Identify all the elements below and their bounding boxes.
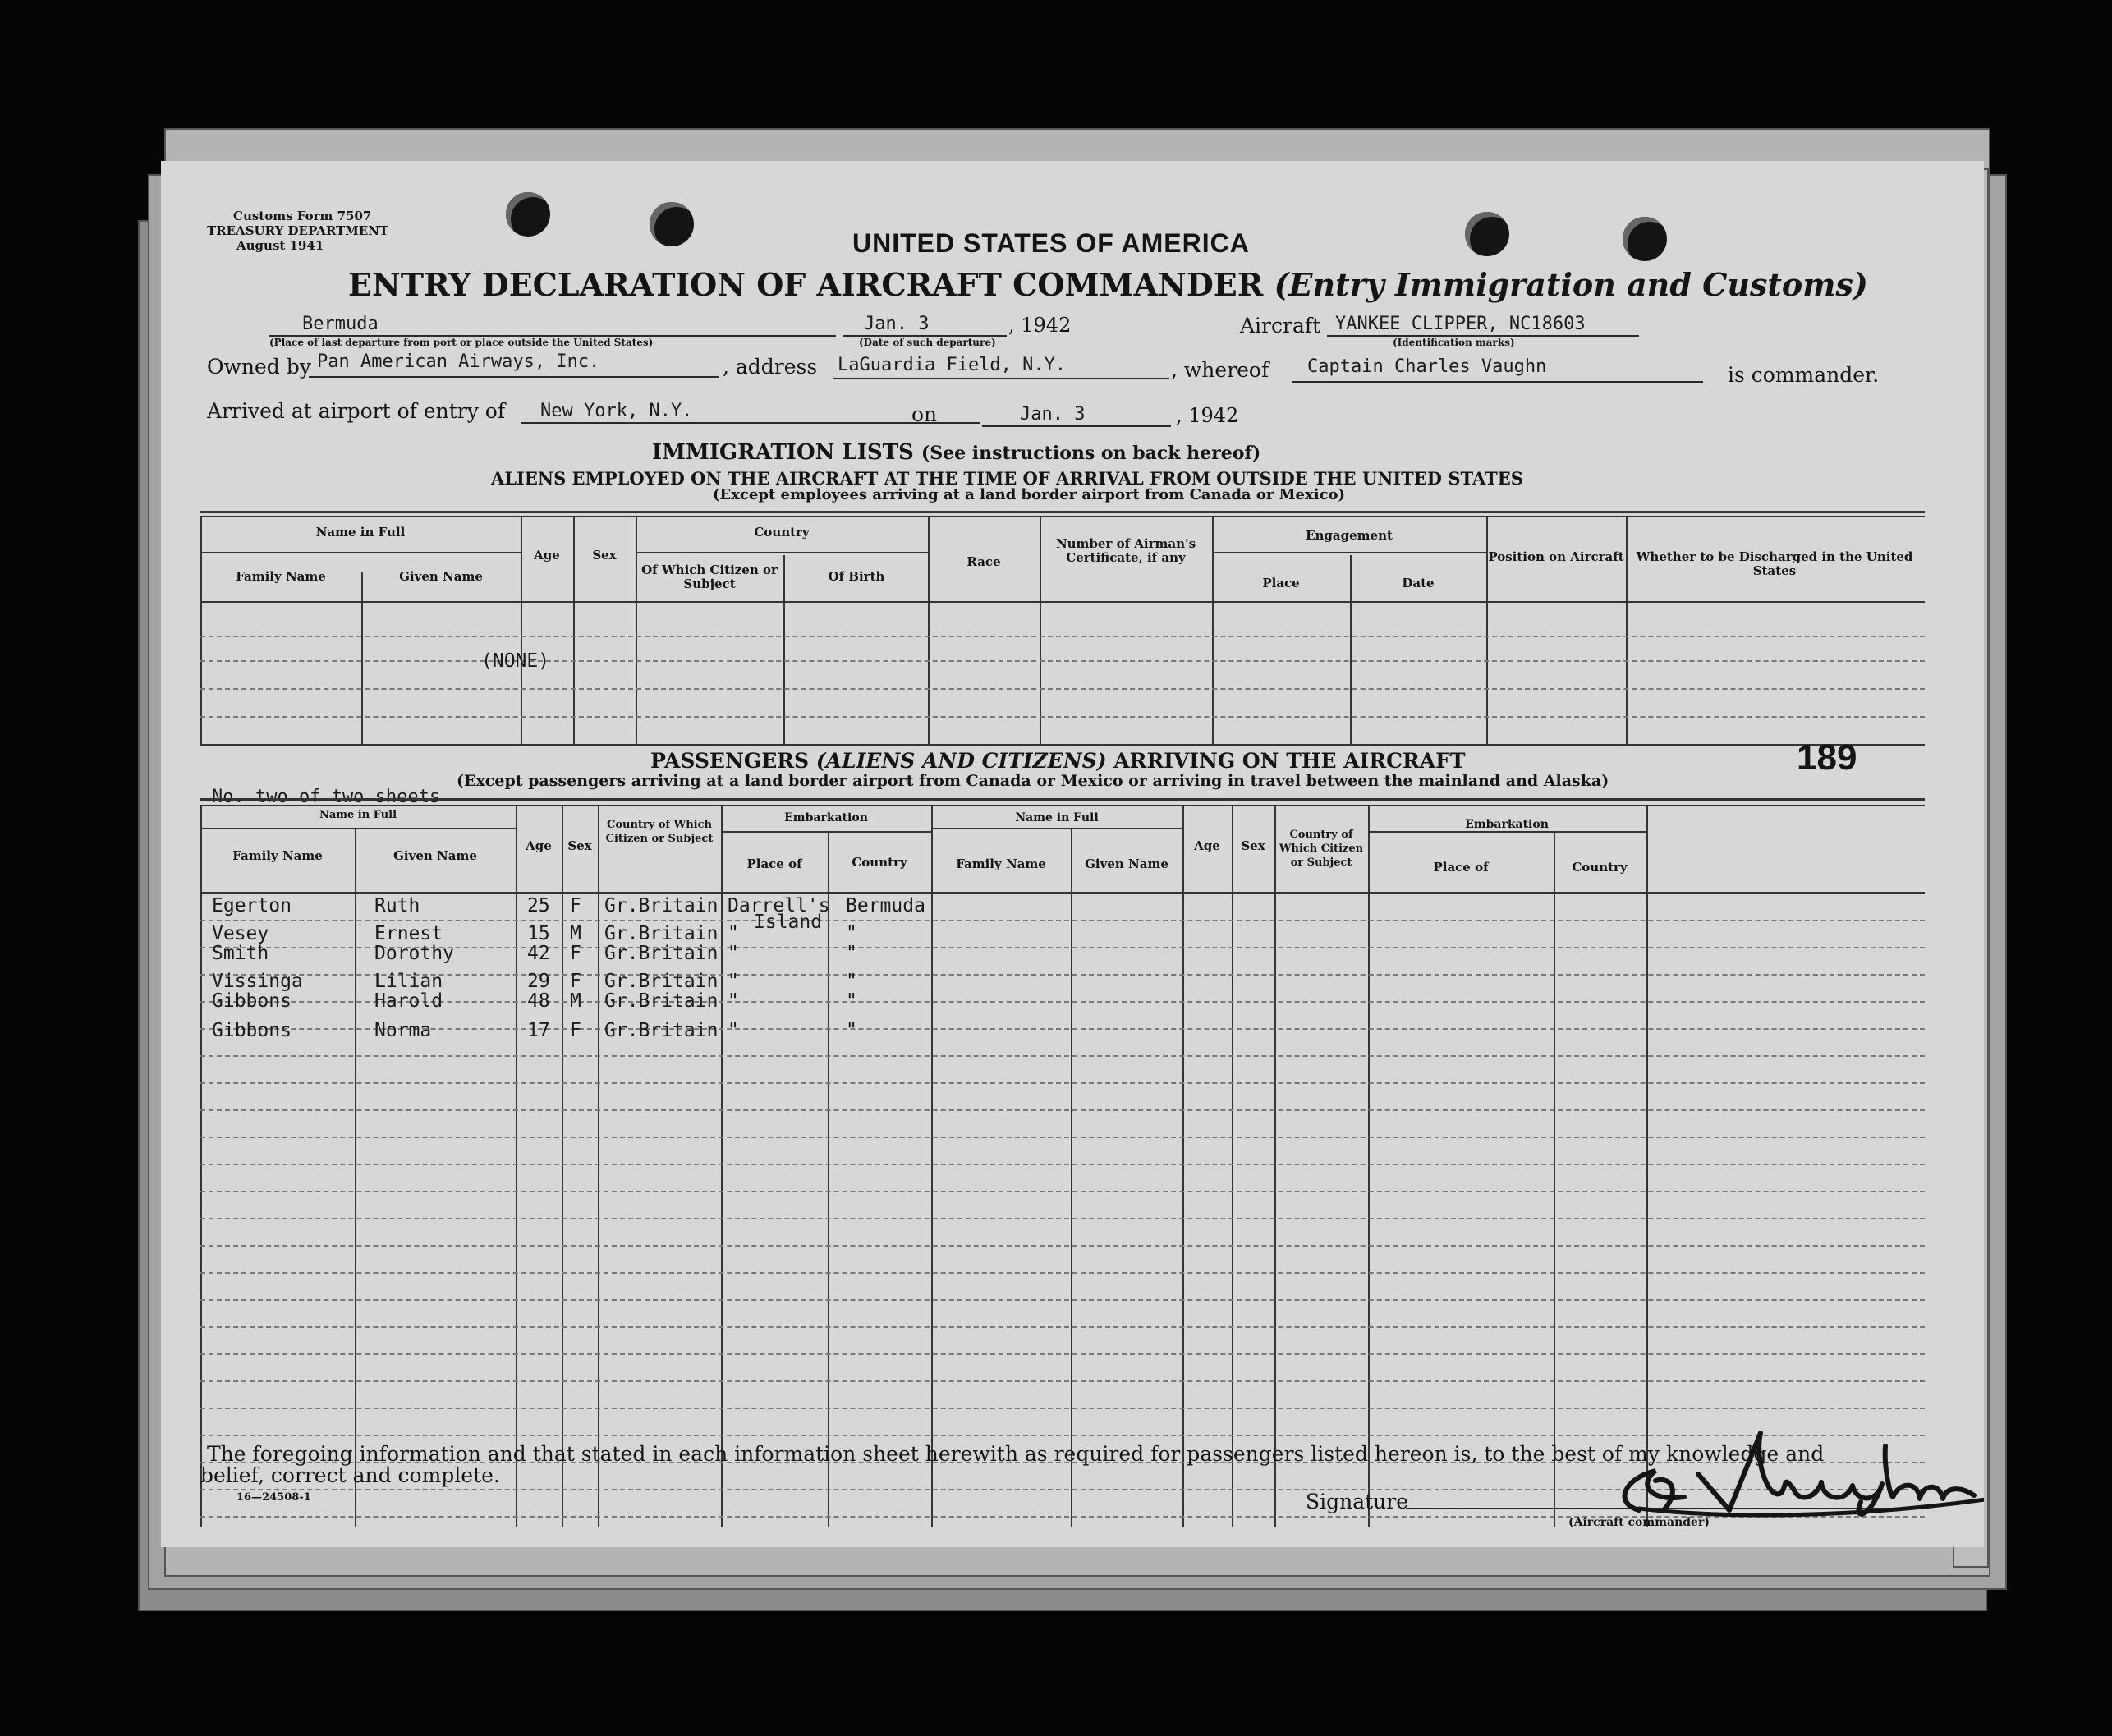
commander-label: is commander. [1728, 363, 1880, 387]
passenger-citizen-of: Gr.Britain [604, 895, 719, 916]
form-number: Customs Form 7507 [233, 209, 372, 223]
passenger-citizen-of: Gr.Britain [604, 923, 719, 944]
crew-col-discharged: Whether to be Discharged in the United States [1636, 549, 1913, 578]
arrived-year: 1942 [1188, 404, 1239, 427]
crew-col-engagement: Engagement [1306, 528, 1393, 543]
crew-col-sex: Sex [592, 548, 617, 563]
address-line [833, 378, 1169, 379]
departure-date-caption: (Date of such departure) [859, 337, 996, 348]
passenger-age: 15 [527, 923, 550, 944]
pass-col-name-in-full: Name in Full [319, 809, 397, 821]
crew-col-race: Race [966, 554, 1001, 569]
departure-year: 1942 [1021, 314, 1072, 337]
passenger-row-rule [200, 1028, 1925, 1030]
arrived-date-line [982, 425, 1171, 427]
passenger-embark-place: " [728, 923, 739, 944]
passengers-heading-text: PASSENGERS [650, 749, 810, 773]
statement-line1: The foregoing information and that stated in each information sheet herewith as required for passengers listed hereon is, to the best of my knowledge and [207, 1442, 1825, 1466]
statement-line2: belief, correct and complete. [200, 1463, 500, 1487]
form-date: August 1941 [236, 238, 324, 253]
passenger-family-name: Egerton [212, 895, 292, 916]
punch-hole [1465, 212, 1509, 256]
departure-place-caption: (Place of last departure from port or place outside the United States) [269, 337, 654, 348]
departure-place: Bermuda [302, 314, 379, 334]
pass-col-family-name: Family Name [232, 848, 323, 863]
passenger-sex: F [570, 943, 581, 964]
punch-hole [1623, 217, 1667, 261]
passenger-row-rule [200, 1082, 1925, 1084]
passenger-embark-country: " [846, 923, 857, 944]
pass-col-family-name-2: Family Name [956, 857, 1046, 871]
pass-col-place-of-2: Place of [1433, 860, 1489, 875]
passenger-given-name: Harold [374, 990, 443, 1012]
form-sheet: Customs Form 7507 TREASURY DEPARTMENT August 1941 UNITED STATES OF AMERICA ENTRY DECLARATION OF AIRCRAFT COMMANDER (Entry Immigration and Customs) Bermuda (Place of last departure from port or place outside the United States) Jan. 3 , 1942 (Date of such departure) Aircraft YANKEE CLIPPER, NC18603 (Identification marks) Owned by Pan American Airways, Inc. , address LaGuardia Field, N.Y. , whereof Captain Charles Vaughn is commander. Arrived at airport of entry of New York, N.Y. on Jan. 3 , 1942 IMMIGRATION LISTS (See instructions on back hereof) ALIENS EMPLOYED ON THE AIRCRAFT AT THE TIME OF ARRIVAL FROM OUTSIDE THE UNITED STATES (Except employees arriving at a land border airport from Canada or Mexico) Name in Full Family Name Given Name Age Sex Country Of Which Citizen or Subject Of Birth Race Number of Airman's Certificate, if any Engagement Place Date Position on Aircraft Whether to be Discharged in the United States (NONE) PASSENGERS (ALIENS AND CITIZENS) ARRIVING ON THE AIRCRAFT (Except passengers arriving at a land border airport from Canada or Mexico or arriving in travel between the mainland and Alaska) 189 No. two of two sheets Name in Full Family Name Given Name Age Sex Country of Which Citizen or Subject Embarkation Place of Country Name in Full Family Name Given Name Age Sex Country of Which Citizen or Subject Embarkation Place of Country Egerton Ruth 25 F Gr.Britain Darrell's Bermuda Island Vesey Ernest 15 M Gr.Britain " " Smith Dorothy 42 F Gr.Britain " " Vissinga Lilian 29 F Gr.Britain " " Gibbons Harold 48 M Gr.Britain " " Gibbons Norma 17 F Gr.Britain " " The foregoing information and that stated in each information sheet herewith as required for passengers listed hereon is, to the best of my knowledge and belief, correct and complete. 16—24508-1 Signature (Aircraft commander) [161, 161, 1984, 1547]
pass-col-sex: Sex [567, 838, 592, 853]
passenger-row-rule [200, 920, 1925, 921]
passenger-citizen-of: Gr.Britain [604, 990, 719, 1012]
pass-col-embarkation: Embarkation [784, 811, 868, 824]
passenger-given-name: Ruth [374, 895, 420, 916]
owned-by-value: Pan American Airways, Inc. [317, 351, 600, 372]
passenger-citizen-of: Gr.Britain [604, 1020, 719, 1041]
departure-date: Jan. 3 [864, 314, 930, 334]
passenger-embark-place: " [728, 971, 739, 992]
arrived-label: Arrived at airport of entry of [207, 399, 506, 423]
passenger-embark-country: " [846, 971, 857, 992]
passenger-family-name: Vissinga [212, 971, 303, 992]
address-label: , address [723, 355, 818, 379]
passenger-embark-country: " [846, 1020, 857, 1041]
crew-col-place: Place [1262, 576, 1300, 590]
pass-col-given-name-2: Given Name [1085, 857, 1168, 871]
arrived-date: Jan. 3 [1020, 404, 1086, 425]
department: TREASURY DEPARTMENT [207, 223, 389, 238]
commander-value: Captain Charles Vaughn [1307, 356, 1547, 377]
passenger-sex: M [570, 990, 581, 1012]
aircraft-caption: (Identification marks) [1393, 337, 1515, 348]
passenger-embark-place: " [728, 1020, 739, 1041]
pass-col-country-2: Country [1572, 860, 1628, 875]
form-title [348, 266, 1868, 303]
passenger-given-name: Norma [374, 1020, 432, 1041]
pass-col-country: Country [852, 855, 907, 870]
pass-col-age: Age [526, 838, 552, 853]
crew-col-certificate: Number of Airman's Certificate, if any [1055, 536, 1196, 565]
passenger-row-rule [200, 1109, 1925, 1111]
passenger-age: 25 [527, 895, 550, 916]
passenger-family-name: Gibbons [212, 990, 292, 1012]
passengers-heading-rest: ARRIVING ON THE AIRCRAFT [1113, 749, 1466, 773]
passenger-embark-place: " [728, 943, 739, 964]
passenger-row-rule [200, 947, 1925, 948]
crew-col-given-name: Given Name [399, 569, 483, 584]
passenger-row-rule [200, 974, 1925, 976]
owned-by-line [309, 376, 719, 378]
form-code: 16—24508-1 [236, 1491, 311, 1504]
crew-col-name-in-full: Name in Full [315, 525, 406, 540]
immigration-heading-text: IMMIGRATION LISTS [652, 440, 914, 465]
crew-col-date: Date [1402, 576, 1435, 590]
sheet-note: No. two of two sheets [212, 787, 441, 807]
commander-line [1292, 381, 1703, 383]
owned-by-label: Owned by [207, 355, 311, 379]
passenger-embark-place: " [728, 990, 739, 1012]
signature-label: Signature [1306, 1490, 1409, 1513]
pass-col-citizen-of-2: Country of Which Citizen or Subject [1279, 829, 1364, 869]
passenger-row-rule [200, 1055, 1925, 1057]
pass-col-citizen-of: Country of Which Citizen or Subject [605, 819, 714, 845]
punch-hole [506, 192, 550, 237]
passenger-sex: F [570, 1020, 581, 1041]
crew-col-age: Age [534, 548, 560, 563]
crew-col-position: Position on Aircraft [1488, 549, 1624, 564]
crew-heading: ALIENS EMPLOYED ON THE AIRCRAFT AT THE TIME OF ARRIVAL FROM OUTSIDE THE UNITED STATES [491, 468, 1523, 489]
passenger-row-rule [200, 1191, 1925, 1192]
passenger-row-rule [200, 1164, 1925, 1165]
passenger-row-rule [200, 1326, 1925, 1328]
immigration-heading-note: (See instructions on back hereof) [921, 443, 1261, 464]
passenger-given-name: Ernest [374, 923, 443, 944]
passenger-row-rule [200, 1299, 1925, 1301]
aircraft-label: Aircraft [1240, 314, 1321, 338]
aircraft-value: YANKEE CLIPPER, NC18603 [1335, 314, 1586, 334]
passengers-heading [650, 749, 1466, 773]
passenger-row-rule [200, 1001, 1925, 1003]
pass-col-sex-2: Sex [1241, 838, 1265, 853]
passenger-row-rule [200, 1218, 1925, 1219]
passenger-row-rule [200, 1353, 1925, 1355]
passenger-family-name: Smith [212, 943, 269, 964]
passenger-embark-country: " [846, 990, 857, 1012]
form-title-main: ENTRY DECLARATION OF AIRCRAFT COMMANDER [348, 266, 1264, 303]
passenger-citizen-of: Gr.Britain [604, 943, 719, 964]
passenger-row-rule [200, 1245, 1925, 1247]
passengers-subheading: (Except passengers arriving at a land border airport from Canada or Mexico or arriving in travel between the mainland and Alaska) [457, 772, 1609, 790]
passenger-embark-country: Bermuda [846, 895, 925, 916]
passengers-heading-italic: (ALIENS AND CITIZENS) [815, 749, 1107, 773]
passenger-sex: F [570, 971, 581, 992]
pass-col-name-in-full-2: Name in Full [1015, 811, 1099, 824]
passenger-age: 17 [527, 1020, 550, 1041]
country-title: UNITED STATES OF AMERICA [852, 228, 1250, 258]
passenger-row-rule [200, 1380, 1925, 1382]
passenger-given-name: Dorothy [374, 943, 454, 964]
crew-col-of-birth: Of Birth [828, 569, 885, 584]
passenger-embark-place-line2: Island [754, 912, 823, 933]
commander-signature [1606, 1413, 1984, 1536]
pass-col-place-of: Place of [746, 857, 802, 871]
passenger-citizen-of: Gr.Britain [604, 971, 719, 992]
pass-col-age-2: Age [1194, 838, 1220, 853]
passenger-embark-place: Darrell's [728, 895, 830, 916]
passenger-row-rule [200, 1137, 1925, 1138]
sheet-number: 189 [1797, 737, 1857, 778]
passenger-row-rule [200, 1408, 1925, 1409]
passenger-family-name: Vesey [212, 923, 269, 944]
crew-col-family-name: Family Name [236, 569, 326, 584]
pass-col-embarkation-2: Embarkation [1465, 818, 1549, 831]
crew-col-country: Country [754, 525, 810, 540]
passenger-sex: M [570, 923, 581, 944]
form-title-paren: (Entry Immigration and Customs) [1274, 266, 1868, 303]
crew-col-citizen-of: Of Which Citizen or Subject [641, 563, 778, 591]
passenger-embark-country: " [846, 943, 857, 964]
passenger-sex: F [570, 895, 581, 916]
passenger-age: 42 [527, 943, 550, 964]
crew-none-entry: (NONE) [481, 650, 550, 672]
passenger-given-name: Lilian [374, 971, 443, 992]
punch-hole [650, 202, 694, 246]
signature-caption: (Aircraft commander) [1568, 1516, 1710, 1529]
passenger-age: 48 [527, 990, 550, 1012]
whereof-label: , whereof [1171, 358, 1269, 382]
address-value: LaGuardia Field, N.Y. [838, 355, 1067, 375]
passenger-age: 29 [527, 971, 550, 992]
immigration-heading [652, 440, 1260, 465]
crew-subheading: (Except employees arriving at a land border airport from Canada or Mexico) [713, 486, 1346, 503]
passenger-row-rule [200, 1272, 1925, 1274]
pass-col-given-name: Given Name [393, 848, 477, 863]
arrived-value: New York, N.Y. [540, 401, 693, 421]
on-label: on [911, 402, 938, 426]
passenger-family-name: Gibbons [212, 1020, 292, 1041]
